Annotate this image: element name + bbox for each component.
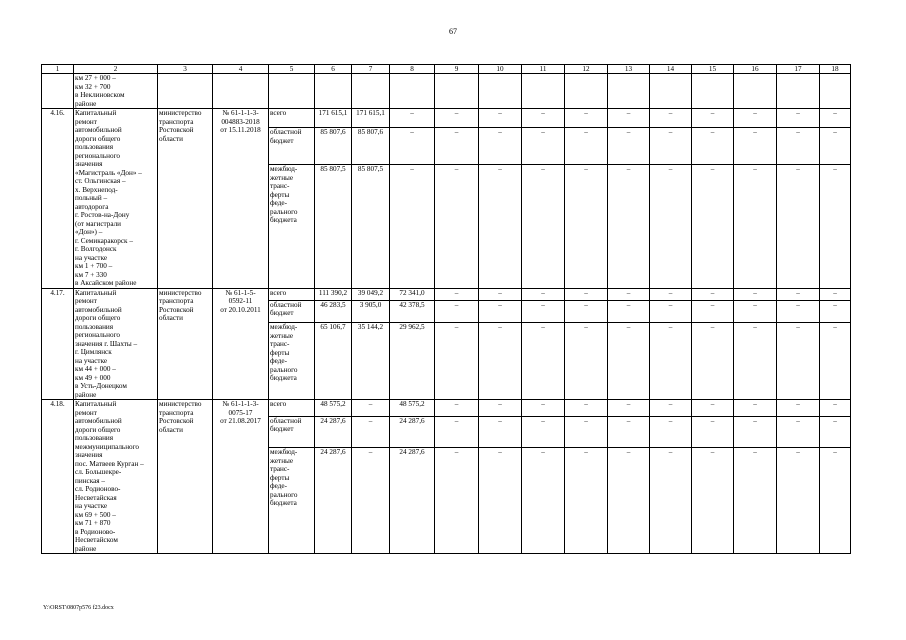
funding-source-cell: всего xyxy=(269,109,315,128)
funding-source-cell: всего xyxy=(269,288,315,300)
dash-cell: – xyxy=(777,416,820,448)
dash-cell: – xyxy=(777,323,820,400)
dash-cell: – xyxy=(608,165,650,288)
empty-cell xyxy=(565,74,608,109)
dash-cell: – xyxy=(608,448,650,554)
dash-cell: – xyxy=(522,300,565,323)
dash-cell: – xyxy=(608,109,650,128)
dash-cell: – xyxy=(692,400,734,417)
dash-cell: – xyxy=(650,323,692,400)
empty-cell xyxy=(315,74,352,109)
table-row xyxy=(42,400,851,417)
dash-cell: – xyxy=(479,165,522,288)
dash-cell: – xyxy=(820,416,851,448)
dash-cell: – xyxy=(820,300,851,323)
dash-cell: – xyxy=(435,288,479,300)
empty-cell xyxy=(734,74,777,109)
funding-source-cell: областной бюджет xyxy=(269,128,315,165)
total-value-cell: 85 807,6 xyxy=(315,128,352,165)
dash-cell: – xyxy=(734,448,777,554)
column-number: 14 xyxy=(650,65,692,74)
value-cell: 72 341,0 xyxy=(390,288,435,300)
dash-cell: – xyxy=(608,416,650,448)
dash-cell: – xyxy=(734,288,777,300)
dash-cell: – xyxy=(650,128,692,165)
dash-cell: – xyxy=(435,300,479,323)
dash-cell: – xyxy=(608,323,650,400)
funding-source-cell: межбюд- жетные транс- ферты феде- рального бюджета xyxy=(269,165,315,288)
object-name-cell: Капитальный ремонт автомобильной дороги общего пользования регионального значения «Магистраль «Дон» – ст. Ольгинская – х. Верхнепод- польный – автодорога г. Ростов-на-Дону (от магистрали «Дон») – г. Семикаракорск – г. Волгодонск на участке км 1 + 700 – км 7 + 330 в Аксайском районе xyxy=(74,109,158,289)
total-value-cell: 85 807,5 xyxy=(315,165,352,288)
column-number: 8 xyxy=(390,65,435,74)
dash-cell: – xyxy=(820,448,851,554)
table-row xyxy=(42,288,851,300)
dash-cell: – xyxy=(565,416,608,448)
dash-cell: – xyxy=(734,400,777,417)
dash-cell: – xyxy=(734,300,777,323)
dash-cell: – xyxy=(522,323,565,400)
total-value-cell: 171 615,1 xyxy=(315,109,352,128)
dash-cell: – xyxy=(522,165,565,288)
empty-cell xyxy=(650,74,692,109)
dash-cell: – xyxy=(650,288,692,300)
value-cell: 85 807,5 xyxy=(352,165,390,288)
total-value-cell: 46 283,5 xyxy=(315,300,352,323)
value-cell: 42 378,5 xyxy=(390,300,435,323)
dash-cell: – xyxy=(435,448,479,554)
empty-cell xyxy=(820,74,851,109)
empty-cell xyxy=(608,74,650,109)
object-name-cell: Капитальный ремонт автомобильной дороги общего пользования межмуниципального значения пос. Матвеев Курган – сл. Большекре- пинская – сл. Родионово- Несветайская на участке км 69 + 500 – км 71 + 870 в Родионово- Несветайском районе xyxy=(74,400,158,554)
value-cell: 29 962,5 xyxy=(390,323,435,400)
object-name-cell: км 27 + 000 – км 32 + 700 в Неклиновском районе xyxy=(74,74,158,109)
empty-cell xyxy=(522,74,565,109)
column-number: 11 xyxy=(522,65,565,74)
dash-cell: – xyxy=(479,323,522,400)
total-value-cell: 48 575,2 xyxy=(315,400,352,417)
value-cell: 85 807,6 xyxy=(352,128,390,165)
row-number-cell: 4.16. xyxy=(42,109,74,289)
empty-cell xyxy=(158,74,213,109)
column-number: 9 xyxy=(435,65,479,74)
total-value-cell: 111 390,2 xyxy=(315,288,352,300)
dash-cell: – xyxy=(650,400,692,417)
dash-cell: – xyxy=(435,416,479,448)
column-number: 4 xyxy=(213,65,269,74)
empty-cell xyxy=(777,74,820,109)
empty-cell xyxy=(435,74,479,109)
value-cell: 24 287,6 xyxy=(390,448,435,554)
dash-cell: – xyxy=(820,128,851,165)
column-number: 3 xyxy=(158,65,213,74)
dash-cell: – xyxy=(692,288,734,300)
dash-cell: – xyxy=(777,165,820,288)
dash-cell: – xyxy=(479,288,522,300)
column-number: 16 xyxy=(734,65,777,74)
total-value-cell: 24 287,6 xyxy=(315,448,352,554)
dash-cell: – xyxy=(608,128,650,165)
dash-cell: – xyxy=(820,109,851,128)
column-number: 15 xyxy=(692,65,734,74)
dash-cell: – xyxy=(435,128,479,165)
dash-cell: – xyxy=(522,448,565,554)
value-cell: – xyxy=(352,416,390,448)
column-number: 12 xyxy=(565,65,608,74)
dash-cell: – xyxy=(692,448,734,554)
dash-cell: – xyxy=(820,400,851,417)
empty-cell xyxy=(269,74,315,109)
dash-cell: – xyxy=(565,165,608,288)
dash-cell: – xyxy=(565,400,608,417)
dash-cell: – xyxy=(820,288,851,300)
customer-cell: министерство транспорта Ростовской области xyxy=(158,109,213,289)
empty-cell xyxy=(390,74,435,109)
funding-source-cell: областной бюджет xyxy=(269,416,315,448)
dash-cell: – xyxy=(650,300,692,323)
dash-cell: – xyxy=(820,165,851,288)
dash-cell: – xyxy=(479,400,522,417)
dash-cell: – xyxy=(522,128,565,165)
footer-filepath: Y:\ORST\0807p576 f23.docx xyxy=(43,605,114,611)
dash-cell: – xyxy=(608,400,650,417)
dash-cell: – xyxy=(777,448,820,554)
row-number-cell xyxy=(42,74,74,109)
funding-source-cell: межбюд- жетные транс- ферты феде- рального бюджета xyxy=(269,323,315,400)
column-number: 6 xyxy=(315,65,352,74)
value-cell: – xyxy=(352,400,390,417)
dash-cell: – xyxy=(435,323,479,400)
column-number: 5 xyxy=(269,65,315,74)
dash-cell: – xyxy=(734,165,777,288)
funding-source-cell: межбюд- жетные транс- ферты феде- рального бюджета xyxy=(269,448,315,554)
page-number: 67 xyxy=(449,27,457,36)
dash-cell: – xyxy=(479,416,522,448)
dash-cell: – xyxy=(650,448,692,554)
empty-cell xyxy=(352,74,390,109)
dash-cell: – xyxy=(692,323,734,400)
dash-cell: – xyxy=(777,300,820,323)
total-value-cell: 65 106,7 xyxy=(315,323,352,400)
column-number: 7 xyxy=(352,65,390,74)
value-cell: 3 905,0 xyxy=(352,300,390,323)
customer-cell: министерство транспорта Ростовской области xyxy=(158,400,213,554)
dash-cell: – xyxy=(692,300,734,323)
dash-cell: – xyxy=(820,323,851,400)
dash-cell: – xyxy=(692,128,734,165)
dash-cell: – xyxy=(565,323,608,400)
dash-cell: – xyxy=(777,288,820,300)
dash-cell: – xyxy=(522,416,565,448)
value-cell: 171 615,1 xyxy=(352,109,390,128)
dash-cell: – xyxy=(650,165,692,288)
column-number: 10 xyxy=(479,65,522,74)
dash-cell: – xyxy=(608,300,650,323)
dash-cell: – xyxy=(565,300,608,323)
dash-cell: – xyxy=(522,109,565,128)
value-cell: 39 049,2 xyxy=(352,288,390,300)
row-number-cell: 4.18. xyxy=(42,400,74,554)
value-cell: 48 575,2 xyxy=(390,400,435,417)
dash-cell: – xyxy=(650,109,692,128)
dash-cell: – xyxy=(650,416,692,448)
dash-cell: – xyxy=(479,300,522,323)
contract-cell: № 61-1-1-3- 0075-17 от 21.08.2017 xyxy=(213,400,269,554)
customer-cell: министерство транспорта Ростовской области xyxy=(158,288,213,400)
dash-cell: – xyxy=(522,288,565,300)
column-numbers-row xyxy=(42,65,851,74)
dash-cell: – xyxy=(435,165,479,288)
dash-cell: – xyxy=(565,448,608,554)
object-name-cell: Капитальный ремонт автомобильной дороги общего пользования регионального значения г. Шахты – г. Цимлянск на участке км 44 + 000 – км 49 + 000 в Усть-Донецком районе xyxy=(74,288,158,400)
contract-cell: № 61-1-1-3- 004883-2018 от 15.11.2018 xyxy=(213,109,269,289)
dash-cell: – xyxy=(565,128,608,165)
value-cell: – xyxy=(352,448,390,554)
dash-cell: – xyxy=(522,400,565,417)
value-cell: 35 144,2 xyxy=(352,323,390,400)
dash-cell: – xyxy=(777,128,820,165)
value-cell: 24 287,6 xyxy=(390,416,435,448)
continuation-row xyxy=(42,74,851,109)
budget-table xyxy=(41,64,851,554)
dash-cell: – xyxy=(479,448,522,554)
funding-source-cell: областной бюджет xyxy=(269,300,315,323)
dash-cell: – xyxy=(692,109,734,128)
column-number: 17 xyxy=(777,65,820,74)
dash-cell: – xyxy=(777,109,820,128)
dash-cell: – xyxy=(734,323,777,400)
dash-cell: – xyxy=(692,416,734,448)
dash-cell: – xyxy=(692,165,734,288)
dash-cell: – xyxy=(479,128,522,165)
empty-cell xyxy=(692,74,734,109)
total-value-cell: 24 287,6 xyxy=(315,416,352,448)
dash-cell: – xyxy=(777,400,820,417)
column-number: 1 xyxy=(42,65,74,74)
funding-source-cell: всего xyxy=(269,400,315,417)
column-number: 18 xyxy=(820,65,851,74)
value-cell: – xyxy=(390,165,435,288)
dash-cell: – xyxy=(435,400,479,417)
dash-cell: – xyxy=(565,288,608,300)
value-cell: – xyxy=(390,128,435,165)
column-number: 2 xyxy=(74,65,158,74)
dash-cell: – xyxy=(734,128,777,165)
dash-cell: – xyxy=(734,109,777,128)
value-cell: – xyxy=(390,109,435,128)
dash-cell: – xyxy=(565,109,608,128)
dash-cell: – xyxy=(435,109,479,128)
dash-cell: – xyxy=(608,288,650,300)
dash-cell: – xyxy=(734,416,777,448)
empty-cell xyxy=(479,74,522,109)
table-row xyxy=(42,109,851,128)
row-number-cell: 4.17. xyxy=(42,288,74,400)
contract-cell: № 61-1-5- 0592-11 от 20.10.2011 xyxy=(213,288,269,400)
dash-cell: – xyxy=(479,109,522,128)
empty-cell xyxy=(213,74,269,109)
column-number: 13 xyxy=(608,65,650,74)
